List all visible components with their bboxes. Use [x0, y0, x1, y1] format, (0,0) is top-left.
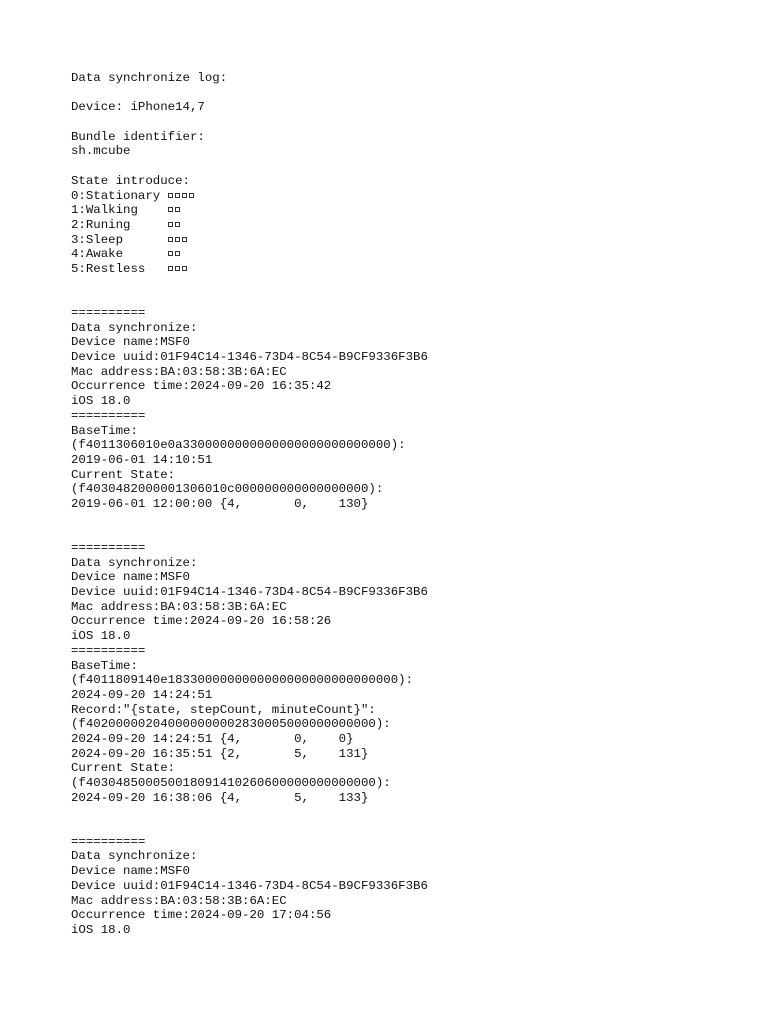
log-line: Mac address:BA:03:58:3B:6A:EC — [71, 364, 287, 379]
log-line: Record:"{state, stepCount, minuteCount}": — [71, 702, 376, 717]
log-line — [71, 512, 751, 527]
log-line: iOS 18.0 — [71, 922, 131, 937]
log-line: 2019-06-01 12:00:00 {4, 0, 130} — [71, 496, 369, 511]
log-line: Data synchronize: — [71, 555, 198, 570]
log-line: Data synchronize: — [71, 849, 198, 864]
log-line: ========== — [71, 408, 146, 423]
log-line — [71, 159, 751, 174]
log-line: BaseTime: — [71, 423, 138, 438]
sync-log-text — [71, 71, 751, 938]
missing-glyph-icon — [182, 237, 187, 242]
log-line: Current State: — [71, 761, 176, 776]
log-line: Mac address:BA:03:58:3B:6A:EC — [71, 893, 287, 908]
log-line: Device name:MSF0 — [71, 335, 190, 350]
log-line: 2024-09-20 14:24:51 — [71, 687, 213, 702]
log-line: Device name:MSF0 — [71, 570, 190, 585]
log-line: ========== — [71, 834, 146, 849]
log-line: (f4011306010e0a3300000000000000000000000000): — [71, 438, 406, 453]
log-line: 1:Walking — [71, 203, 751, 218]
missing-glyph-icon — [168, 237, 173, 242]
log-line: BaseTime: — [71, 658, 138, 673]
log-line: 2019-06-01 14:10:51 — [71, 452, 213, 467]
log-line: Device uuid:01F94C14-1346-73D4-8C54-B9CF9336F3B6 — [71, 878, 428, 893]
log-line: 4:Awake — [71, 247, 751, 262]
log-line: 2024-09-20 16:38:06 {4, 5, 133} — [71, 790, 369, 805]
missing-glyph-icon — [182, 193, 187, 198]
missing-glyph-icon — [168, 222, 173, 227]
log-line — [71, 291, 751, 306]
log-line: Bundle identifier: — [71, 129, 205, 144]
log-line: Device uuid:01F94C14-1346-73D4-8C54-B9CF9336F3B6 — [71, 350, 428, 365]
log-line: State introduce: — [71, 173, 190, 188]
log-line: 0:Stationary — [71, 189, 751, 204]
missing-glyph-icon — [189, 193, 194, 198]
missing-glyph-icon — [182, 266, 187, 271]
log-line — [71, 526, 751, 541]
log-line: (f4011809140e1833000000000000000000000000000): — [71, 673, 414, 688]
missing-glyph-icon — [175, 266, 180, 271]
log-line: Device uuid:01F94C14-1346-73D4-8C54-B9CF9336F3B6 — [71, 585, 428, 600]
missing-glyph-icon — [175, 251, 180, 256]
log-line: Occurrence time:2024-09-20 16:35:42 — [71, 379, 332, 394]
log-line: 2:Runing — [71, 218, 751, 233]
log-line — [71, 805, 751, 820]
log-line: ========== — [71, 306, 146, 320]
log-line: Occurrence time:2024-09-20 17:04:56 — [71, 908, 332, 923]
log-line — [71, 86, 751, 101]
log-line: iOS 18.0 — [71, 394, 131, 409]
missing-glyph-icon — [175, 193, 180, 198]
log-line: Data synchronize log: — [71, 71, 228, 85]
log-line: ========== — [71, 643, 146, 658]
missing-glyph-icon — [168, 266, 173, 271]
missing-glyph-icon — [175, 222, 180, 227]
log-line: iOS 18.0 — [71, 629, 131, 644]
missing-glyph-icon — [168, 251, 173, 256]
missing-glyph-icon — [168, 193, 173, 198]
log-line — [71, 115, 751, 130]
missing-glyph-icon — [175, 237, 180, 242]
log-line: 5:Restless — [71, 262, 751, 277]
log-line: 3:Sleep — [71, 233, 751, 248]
log-line: Device: iPhone14,7 — [71, 100, 205, 115]
log-line: (f402000002040000000002830005000000000000): — [71, 717, 391, 732]
log-line: Device name:MSF0 — [71, 864, 190, 879]
log-line: (f4030482000001306010c000000000000000000): — [71, 482, 384, 497]
log-line: Occurrence time:2024-09-20 16:58:26 — [71, 614, 332, 629]
missing-glyph-icon — [175, 207, 180, 212]
log-line — [71, 820, 751, 835]
log-line: 2024-09-20 14:24:51 {4, 0, 0} — [71, 731, 354, 746]
log-line: sh.mcube — [71, 144, 131, 159]
log-line: (f403048500050018091410260600000000000000): — [71, 776, 391, 790]
log-line: ========== — [71, 541, 146, 555]
log-line: Current State: — [71, 467, 176, 482]
log-line: Data synchronize: — [71, 320, 198, 335]
log-line: 2024-09-20 16:35:51 {2, 5, 131} — [71, 746, 369, 761]
log-line — [71, 277, 751, 292]
log-line: Mac address:BA:03:58:3B:6A:EC — [71, 599, 287, 614]
missing-glyph-icon — [168, 207, 173, 212]
